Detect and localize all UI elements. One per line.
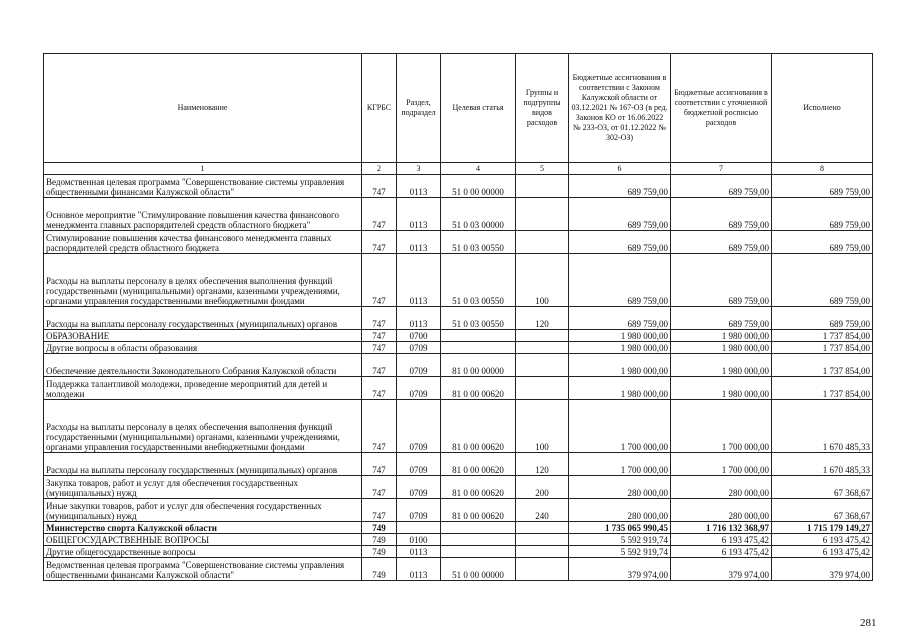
cell-name: Расходы на выплаты персоналу в целях обеспечения выполнения функций государственными (муниципальными) органами, казенными учреждениями, органами управления государственными внебюджетными фондами <box>44 254 362 307</box>
cell-kgrbs: 747 <box>362 354 397 377</box>
cell-refined: 689 759,00 <box>671 175 772 198</box>
cell-group <box>516 175 569 198</box>
table-row <box>44 400 873 453</box>
cell-law: 1 735 065 990,45 <box>569 522 671 534</box>
cell-refined: 1 980 000,00 <box>671 342 772 354</box>
cell-executed: 1 737 854,00 <box>772 354 873 377</box>
cell-law: 1 980 000,00 <box>569 342 671 354</box>
cell-section: 0113 <box>397 558 441 581</box>
cell-group <box>516 231 569 254</box>
cell-target: 51 0 03 00550 <box>441 231 516 254</box>
cell-refined: 689 759,00 <box>671 231 772 254</box>
cell-group: 240 <box>516 499 569 522</box>
cell-law: 5 592 919,74 <box>569 534 671 546</box>
cell-executed: 689 759,00 <box>772 231 873 254</box>
header-target: Целевая статья <box>441 54 516 163</box>
cell-law: 689 759,00 <box>569 198 671 231</box>
cell-executed: 1 737 854,00 <box>772 377 873 400</box>
cell-section: 0100 <box>397 534 441 546</box>
cell-name: Ведомственная целевая программа "Совершенствование системы управления общественными финансами Калужской области" <box>44 558 362 581</box>
cell-section: 0113 <box>397 198 441 231</box>
cell-group: 120 <box>516 307 569 330</box>
cell-target <box>441 546 516 558</box>
cell-group <box>516 342 569 354</box>
cell-law: 689 759,00 <box>569 175 671 198</box>
cell-law: 280 000,00 <box>569 499 671 522</box>
cell-law: 689 759,00 <box>569 231 671 254</box>
table-row <box>44 377 873 400</box>
cell-kgrbs: 747 <box>362 377 397 400</box>
cell-section: 0709 <box>397 453 441 476</box>
cell-name: Министерство спорта Калужской области <box>44 522 362 534</box>
cell-section: 0709 <box>397 354 441 377</box>
cell-refined: 6 193 475,42 <box>671 534 772 546</box>
budget-table <box>43 53 873 581</box>
cell-target: 51 0 03 00000 <box>441 198 516 231</box>
table-row <box>44 198 873 231</box>
cell-section: 0113 <box>397 307 441 330</box>
cell-name: Иные закупки товаров, работ и услуг для обеспечения государственных (муниципальных) нужд <box>44 499 362 522</box>
cell-executed: 689 759,00 <box>772 198 873 231</box>
cell-target: 81 0 00 00620 <box>441 377 516 400</box>
header-groups: Группы и подгруппы видов расходов <box>516 54 569 163</box>
table-row <box>44 558 873 581</box>
table-row <box>44 231 873 254</box>
cell-section: 0709 <box>397 499 441 522</box>
cell-name: Основное мероприятие "Стимулирование повышения качества финансового менеджмента главных распорядителей средств областного бюджета" <box>44 198 362 231</box>
cell-kgrbs: 747 <box>362 453 397 476</box>
cell-target: 51 0 03 00550 <box>441 254 516 307</box>
cell-name: Расходы на выплаты персоналу государственных (муниципальных) органов <box>44 307 362 330</box>
cell-refined: 280 000,00 <box>671 499 772 522</box>
cell-executed: 689 759,00 <box>772 307 873 330</box>
cell-target: 81 0 00 00620 <box>441 499 516 522</box>
cell-refined: 6 193 475,42 <box>671 546 772 558</box>
cell-kgrbs: 747 <box>362 175 397 198</box>
cell-target <box>441 330 516 342</box>
cell-group <box>516 354 569 377</box>
cell-kgrbs: 747 <box>362 254 397 307</box>
cell-group <box>516 198 569 231</box>
cell-refined: 280 000,00 <box>671 476 772 499</box>
cell-kgrbs: 747 <box>362 499 397 522</box>
cell-target: 81 0 00 00000 <box>441 354 516 377</box>
cell-executed: 1 670 485,33 <box>772 453 873 476</box>
cell-law: 1 980 000,00 <box>569 377 671 400</box>
cell-section: 0113 <box>397 231 441 254</box>
cell-name: Расходы на выплаты персоналу в целях обеспечения выполнения функций государственными (муниципальными) органами, казенными учреждениями, органами управления государственными внебюджетными фондами <box>44 400 362 453</box>
cell-name: Обеспечение деятельности Законодательного Собрания Калужской области <box>44 354 362 377</box>
header-section: Раздел, подраздел <box>397 54 441 163</box>
cell-executed: 6 193 475,42 <box>772 546 873 558</box>
column-number: 3 <box>397 163 441 175</box>
cell-law: 689 759,00 <box>569 307 671 330</box>
cell-name: Другие вопросы в области образования <box>44 342 362 354</box>
cell-executed: 1 715 179 149,27 <box>772 522 873 534</box>
cell-name: Другие общегосударственные вопросы <box>44 546 362 558</box>
cell-target: 51 0 03 00550 <box>441 307 516 330</box>
column-number: 1 <box>44 163 362 175</box>
cell-group <box>516 558 569 581</box>
table-row <box>44 534 873 546</box>
cell-section <box>397 522 441 534</box>
cell-refined: 1 980 000,00 <box>671 377 772 400</box>
cell-executed: 1 670 485,33 <box>772 400 873 453</box>
cell-kgrbs: 749 <box>362 546 397 558</box>
cell-name: Ведомственная целевая программа "Совершенствование системы управления общественными финансами Калужской области" <box>44 175 362 198</box>
cell-target: 81 0 00 00620 <box>441 400 516 453</box>
cell-name: ОБЩЕГОСУДАРСТВЕННЫЕ ВОПРОСЫ <box>44 534 362 546</box>
cell-kgrbs: 747 <box>362 231 397 254</box>
cell-group: 200 <box>516 476 569 499</box>
column-number: 8 <box>772 163 873 175</box>
cell-target: 51 0 00 00000 <box>441 558 516 581</box>
header-refined: Бюджетные ассигнования в соответствии с уточненной бюджетной росписью расходов <box>671 54 772 163</box>
cell-section: 0113 <box>397 254 441 307</box>
cell-name: ОБРАЗОВАНИЕ <box>44 330 362 342</box>
cell-refined: 1 980 000,00 <box>671 354 772 377</box>
cell-kgrbs: 749 <box>362 534 397 546</box>
cell-group: 120 <box>516 453 569 476</box>
cell-group <box>516 546 569 558</box>
cell-section: 0709 <box>397 400 441 453</box>
cell-target: 81 0 00 00620 <box>441 453 516 476</box>
cell-kgrbs: 749 <box>362 522 397 534</box>
cell-kgrbs: 749 <box>362 558 397 581</box>
cell-section: 0700 <box>397 330 441 342</box>
cell-group: 100 <box>516 254 569 307</box>
header-kgrbs: КГРБС <box>362 54 397 163</box>
cell-executed: 689 759,00 <box>772 175 873 198</box>
table-row <box>44 499 873 522</box>
cell-group <box>516 330 569 342</box>
table-body <box>44 175 873 581</box>
cell-law: 689 759,00 <box>569 254 671 307</box>
cell-kgrbs: 747 <box>362 476 397 499</box>
cell-executed: 67 368,67 <box>772 476 873 499</box>
cell-name: Стимулирование повышения качества финансового менеджмента главных распорядителей средств областного бюджета <box>44 231 362 254</box>
cell-executed: 689 759,00 <box>772 254 873 307</box>
table-row <box>44 330 873 342</box>
page-number: 281 <box>860 617 877 629</box>
column-number: 4 <box>441 163 516 175</box>
cell-group <box>516 522 569 534</box>
cell-section: 0709 <box>397 377 441 400</box>
cell-target <box>441 522 516 534</box>
column-number: 7 <box>671 163 772 175</box>
cell-refined: 379 974,00 <box>671 558 772 581</box>
cell-name: Поддержка талантливой молодежи, проведение мероприятий для детей и молодежи <box>44 377 362 400</box>
cell-executed: 6 193 475,42 <box>772 534 873 546</box>
cell-section: 0113 <box>397 175 441 198</box>
cell-law: 379 974,00 <box>569 558 671 581</box>
cell-law: 1 980 000,00 <box>569 330 671 342</box>
cell-target <box>441 534 516 546</box>
cell-section: 0113 <box>397 546 441 558</box>
cell-section: 0709 <box>397 342 441 354</box>
cell-kgrbs: 747 <box>362 342 397 354</box>
cell-group: 100 <box>516 400 569 453</box>
cell-law: 1 700 000,00 <box>569 400 671 453</box>
column-number: 2 <box>362 163 397 175</box>
header-executed: Исполнено <box>772 54 873 163</box>
cell-group <box>516 534 569 546</box>
cell-refined: 1 700 000,00 <box>671 400 772 453</box>
table-row <box>44 307 873 330</box>
column-number: 5 <box>516 163 569 175</box>
cell-section: 0709 <box>397 476 441 499</box>
cell-executed: 1 737 854,00 <box>772 342 873 354</box>
table-row <box>44 453 873 476</box>
cell-refined: 689 759,00 <box>671 254 772 307</box>
cell-law: 5 592 919,74 <box>569 546 671 558</box>
cell-refined: 689 759,00 <box>671 307 772 330</box>
header-law: Бюджетные ассигнования в соответствии с Законом Калужской области от 03.12.2021 № 167-ОЗ (в ред. Законов КО от 16.06.2022 № 233-ОЗ, от 01.12.2022 № 302-ОЗ) <box>569 54 671 163</box>
cell-kgrbs: 747 <box>362 198 397 231</box>
cell-executed: 67 368,67 <box>772 499 873 522</box>
cell-refined: 689 759,00 <box>671 198 772 231</box>
cell-kgrbs: 747 <box>362 400 397 453</box>
table-row <box>44 546 873 558</box>
cell-refined: 1 716 132 368,97 <box>671 522 772 534</box>
table-row <box>44 476 873 499</box>
table-row <box>44 175 873 198</box>
column-number-row <box>44 163 873 175</box>
cell-target: 81 0 00 00620 <box>441 476 516 499</box>
column-number: 6 <box>569 163 671 175</box>
table-row <box>44 354 873 377</box>
cell-law: 1 700 000,00 <box>569 453 671 476</box>
cell-refined: 1 980 000,00 <box>671 330 772 342</box>
table-row <box>44 522 873 534</box>
table-row <box>44 342 873 354</box>
cell-target: 51 0 00 00000 <box>441 175 516 198</box>
cell-law: 280 000,00 <box>569 476 671 499</box>
cell-kgrbs: 747 <box>362 330 397 342</box>
cell-target <box>441 342 516 354</box>
header-name: Наименование <box>44 54 362 163</box>
cell-kgrbs: 747 <box>362 307 397 330</box>
header-row <box>44 54 873 163</box>
cell-law: 1 980 000,00 <box>569 354 671 377</box>
cell-executed: 379 974,00 <box>772 558 873 581</box>
table-row <box>44 254 873 307</box>
cell-group <box>516 377 569 400</box>
cell-executed: 1 737 854,00 <box>772 330 873 342</box>
cell-name: Закупка товаров, работ и услуг для обеспечения государственных (муниципальных) нужд <box>44 476 362 499</box>
cell-refined: 1 700 000,00 <box>671 453 772 476</box>
cell-name: Расходы на выплаты персоналу государственных (муниципальных) органов <box>44 453 362 476</box>
